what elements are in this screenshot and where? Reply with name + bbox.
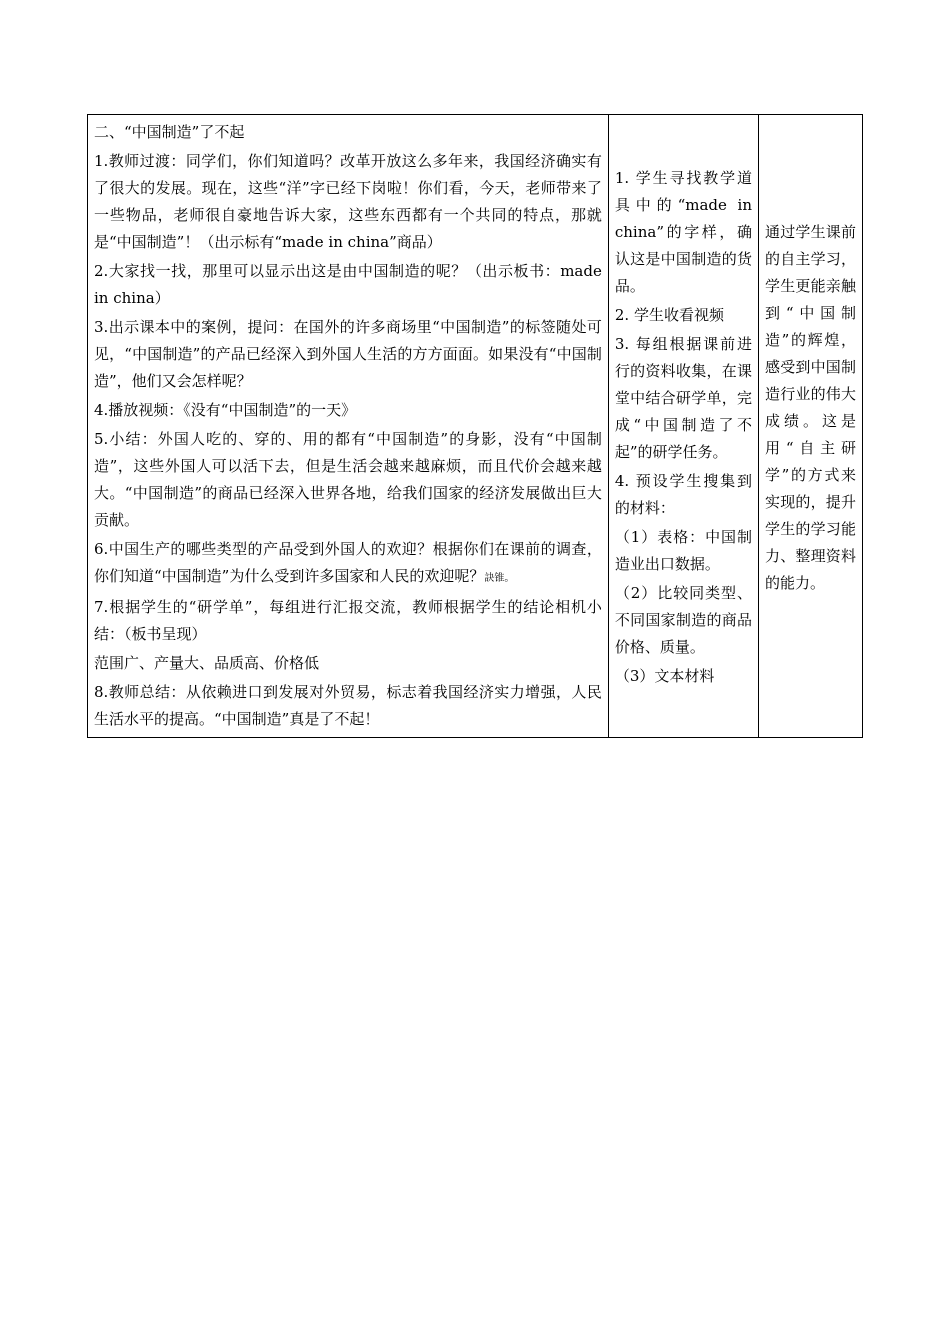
board-summary: 范围广、产量大、品质高、价格低 <box>94 654 320 672</box>
student-step-1: 1. 学生寻找教学道具中的“made in china”的字样，确认这是中国制造的货品。 <box>614 169 753 295</box>
teacher-step-4: 4.播放视频：《没有“中国制造”的一天》 <box>94 401 357 419</box>
teacher-step-1: 1.教师过渡：同学们，你们知道吗？改革开放这么多年来，我国经济确实有了很大的发展。现在，这些“洋”字已经下岗啦！你们看，今天，老师带来了一些物品，老师很自豪地告诉大家，这些东西都有一个共同的特点，那就是“中国制造”！（出示标有“made in china”商品） <box>94 152 602 251</box>
teacher-step-6 <box>94 536 602 592</box>
material-2: （2）比较同类型、不同国家制造的商品价格、质量。 <box>614 584 753 656</box>
teacher-step-6-note: 訣锥。 <box>484 573 515 584</box>
student-activity-cell <box>608 115 758 738</box>
design-intent-cell <box>759 115 863 738</box>
teacher-activity-cell <box>88 115 609 738</box>
teacher-step-5: 5.小结：外国人吃的、穿的、用的都有“中国制造”的身影，没有“中国制造”，这些外国人可以活下去，但是生活会越来越麻烦，而且代价会越来越大。“中国制造”的商品已经深入世界各地，给我们国家的经济发展做出巨大贡献。 <box>94 430 602 529</box>
material-3: （3）文本材料 <box>614 667 715 685</box>
teacher-step-6-text: 6.中国生产的哪些类型的产品受到外国人的欢迎？根据你们在课前的调查，你们知道“中国制造”为什么受到许多国家和人民的欢迎呢？ <box>94 540 602 585</box>
lesson-plan-row <box>88 115 863 738</box>
section-heading: 二、“中国制造”了不起 <box>94 123 245 141</box>
lesson-plan-table <box>87 114 863 738</box>
teacher-step-3: 3.出示课本中的案例，提问：在国外的许多商场里“中国制造”的标签随处可见，“中国制造”的产品已经深入到外国人生活的方方面面。如果没有“中国制造”，他们又会怎样呢？ <box>94 318 602 390</box>
student-step-3: 3. 每组根据课前进行的资料收集，在课堂中结合研学单，完成“中国制造了不起”的研学任务。 <box>614 335 753 461</box>
student-step-4: 4. 预设学生搜集到的材料： <box>614 472 753 517</box>
material-1: （1）表格：中国制造业出口数据。 <box>614 528 753 573</box>
teacher-step-2: 2.大家找一找，那里可以显示出这是由中国制造的呢？（出示板书：made in china） <box>94 262 602 307</box>
teacher-step-8: 8.教师总结：从依赖进口到发展对外贸易，标志着我国经济实力增强，人民生活水平的提高。“中国制造”真是了不起！ <box>94 683 602 728</box>
teacher-step-7: 7.根据学生的“研学单”，每组进行汇报交流，教师根据学生的结论相机小结：（板书呈现） <box>94 598 602 643</box>
student-step-2: 2. 学生收看视频 <box>614 306 724 324</box>
design-intent-text: 通过学生课前的自主学习，学生更能亲触到“中国制造”的辉煌，感受到中国制造行业的伟大成绩。这是用“自主研学”的方式来实现的，提升学生的学习能力、整理资料的能力。 <box>765 223 856 592</box>
